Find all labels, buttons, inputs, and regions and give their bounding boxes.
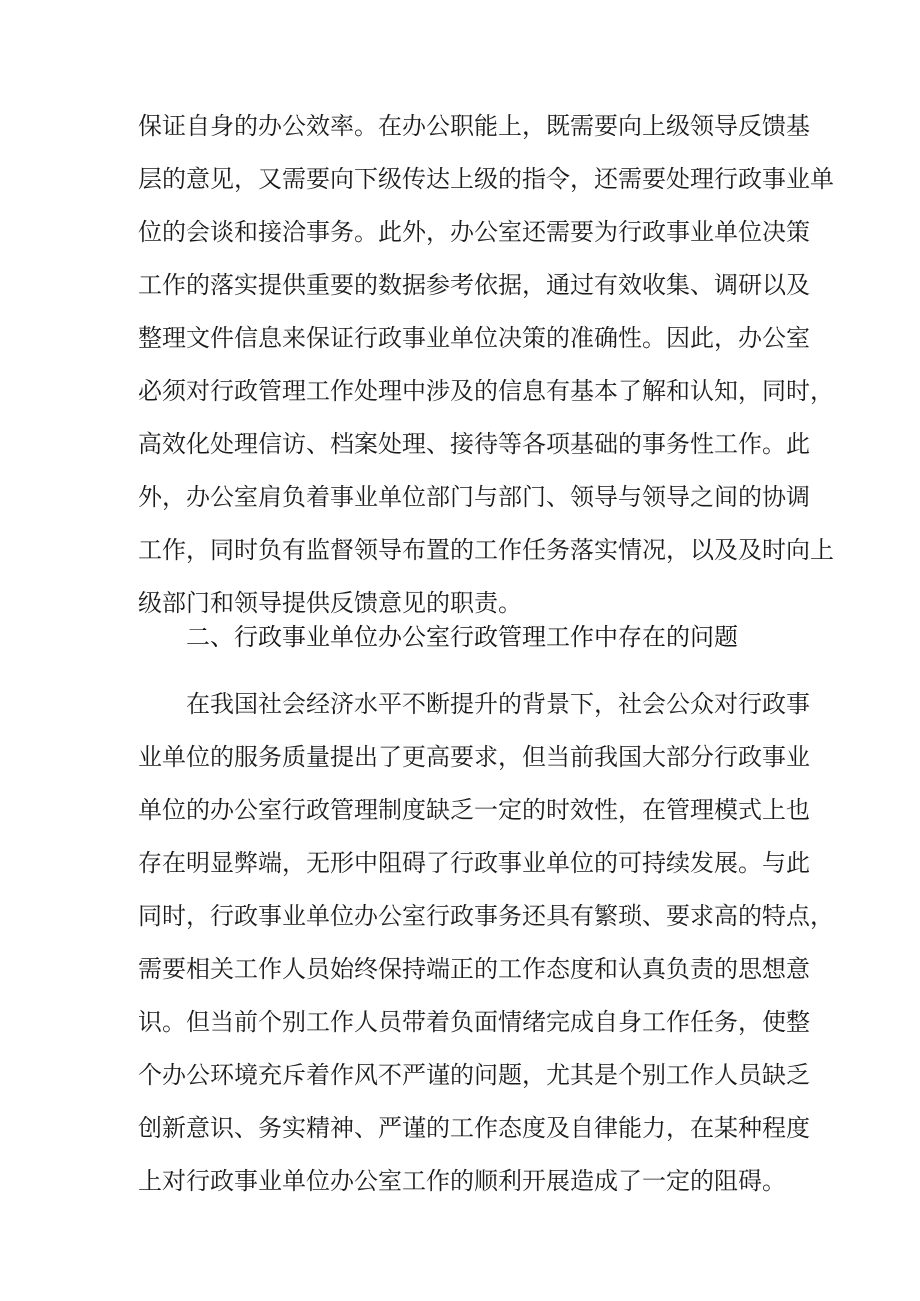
text-line: 层的意见，又需要向下级传达上级的指令，还需要处理行政事业单 bbox=[138, 165, 834, 193]
text-line: 单位的办公室行政管理制度缺乏一定的时效性，在管理模式上也 bbox=[138, 796, 810, 824]
text-line: 级部门和领导提供反馈意见的职责。 bbox=[138, 589, 522, 617]
text-line: 业单位的服务质量提出了更高要求，但当前我国大部分行政事业 bbox=[138, 743, 810, 771]
text-line: 个办公环境充斥着作风不严谨的问题，尤其是个别工作人员缺乏 bbox=[138, 1061, 810, 1089]
text-line: 存在明显弊端，无形中阻碍了行政事业单位的可持续发展。与此 bbox=[138, 849, 810, 877]
text-line: 外，办公室肩负着事业单位部门与部门、领导与领导之间的协调 bbox=[138, 483, 810, 511]
text-line: 需要相关工作人员始终保持端正的工作态度和认真负责的思想意 bbox=[138, 955, 810, 983]
text-line: 工作的落实提供重要的数据参考依据，通过有效收集、调研以及 bbox=[138, 271, 810, 299]
text-line: 在我国社会经济水平不断提升的背景下，社会公众对行政事 bbox=[186, 690, 810, 718]
text-line: 整理文件信息来保证行政事业单位决策的准确性。因此，办公室 bbox=[138, 324, 810, 352]
text-line: 高效化处理信访、档案处理、接待等各项基础的事务性工作。此 bbox=[138, 430, 810, 458]
text-line: 创新意识、务实精神、严谨的工作态度及自律能力，在某种程度 bbox=[138, 1114, 810, 1142]
text-line: 保证自身的办公效率。在办公职能上，既需要向上级领导反馈基 bbox=[138, 112, 810, 140]
text-line: 必须对行政管理工作处理中涉及的信息有基本了解和认知，同时， bbox=[138, 377, 834, 405]
text-line: 识。但当前个别工作人员带着负面情绪完成自身工作任务，使整 bbox=[138, 1008, 810, 1036]
text-line: 上对行政事业单位办公室工作的顺利开展造成了一定的阻碍。 bbox=[138, 1167, 786, 1195]
section-heading: 二、行政事业单位办公室行政管理工作中存在的问题 bbox=[186, 623, 738, 651]
text-line: 位的会谈和接洽事务。此外，办公室还需要为行政事业单位决策 bbox=[138, 218, 810, 246]
text-line: 工作，同时负有监督领导布置的工作任务落实情况，以及及时向上 bbox=[138, 536, 834, 564]
text-line: 同时，行政事业单位办公室行政事务还具有繁琐、要求高的特点， bbox=[138, 902, 834, 930]
